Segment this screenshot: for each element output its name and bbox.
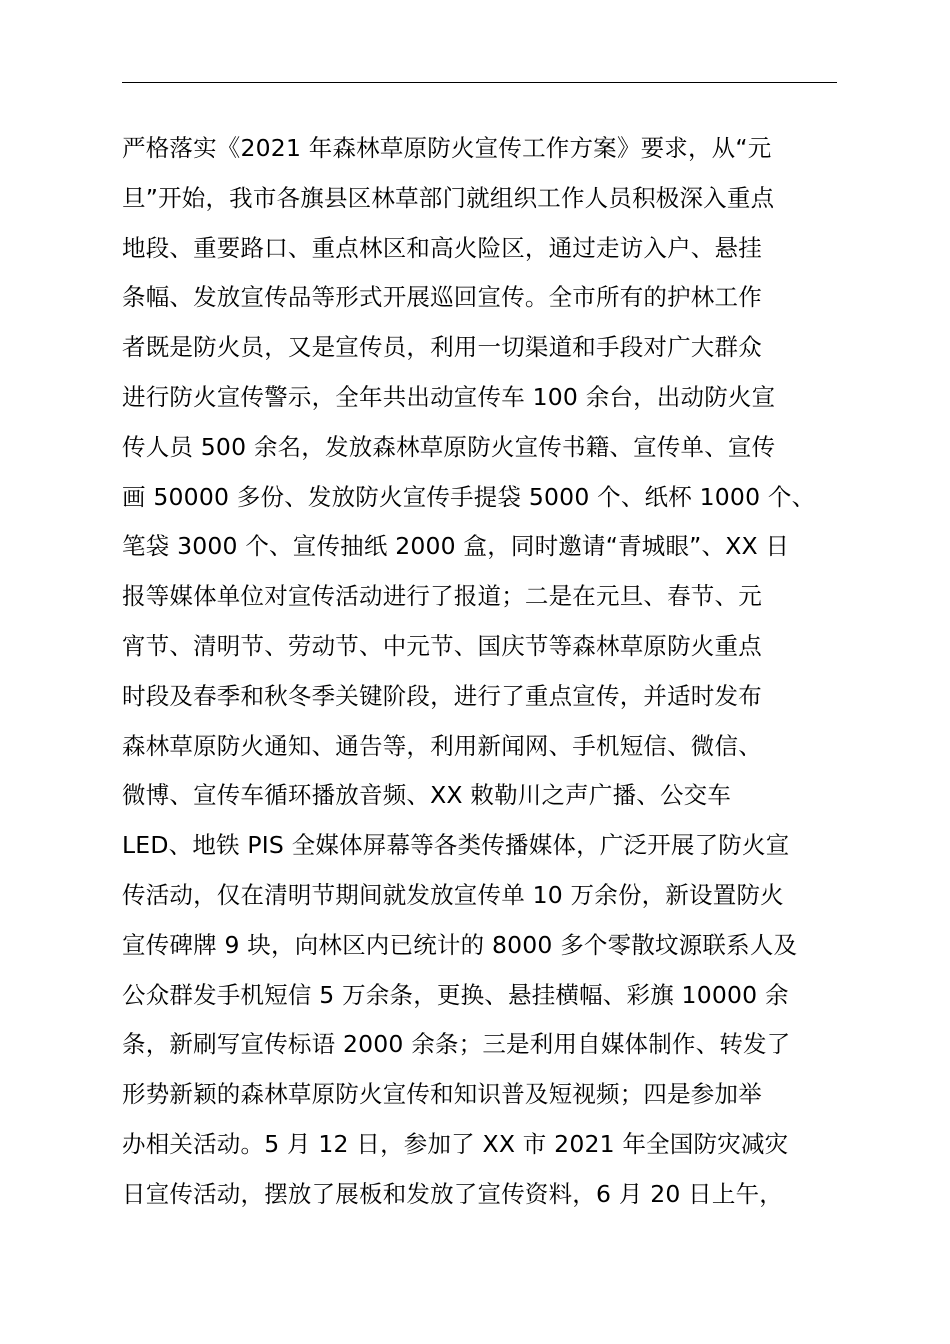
text-line: 严格落实《2021 年森林草原防火宣传工作方案》要求，从“元 bbox=[122, 134, 772, 162]
text-line: 微博、宣传车循环播放音频、XX 敕勒川之声广播、公交车 bbox=[122, 781, 732, 810]
text-line: 地段、重要路口、重点林区和高火险区，通过走访入户、悬挂 bbox=[122, 233, 762, 262]
text-line: 传活动，仅在清明节期间就发放宣传单 10 万余份，新设置防火 bbox=[122, 880, 784, 909]
text-line: 传人员 500 余名，发放森林草原防火宣传书籍、宣传单、宣传 bbox=[122, 432, 776, 461]
text-line: 宵节、清明节、劳动节、中元节、国庆节等森林草原防火重点 bbox=[122, 631, 762, 660]
text-line: 者既是防火员，又是宣传员，利用一切渠道和手段对广大群众 bbox=[122, 333, 762, 362]
text-line: 进行防火宣传警示，全年共出动宣传车 100 余台，出动防火宣 bbox=[122, 382, 776, 411]
body-paragraph bbox=[122, 124, 862, 1220]
text-line: 条幅、发放宣传品等形式开展巡回宣传。全市所有的护林工作 bbox=[122, 283, 762, 312]
text-line: 宣传碑牌 9 块，向林区内已统计的 8000 多个零散坟源联系人及 bbox=[122, 930, 798, 959]
text-line: 条，新刷写宣传标语 2000 余条；三是利用自媒体制作、转发了 bbox=[122, 1030, 791, 1059]
text-line: 时段及春季和秋冬季关键阶段，进行了重点宣传，并适时发布 bbox=[122, 681, 762, 710]
header-rule bbox=[122, 82, 837, 83]
text-line: 画 50000 多份、发放防火宣传手提袋 5000 个、纸杯 1000 个、 bbox=[122, 482, 816, 511]
text-line: 办相关活动。5 月 12 日，参加了 XX 市 2021 年全国防灾减灾 bbox=[122, 1129, 789, 1158]
text-line: 旦”开始，我市各旗县区林草部门就组织工作人员积极深入重点 bbox=[122, 183, 775, 212]
text-line: 形势新颖的森林草原防火宣传和知识普及短视频；四是参加举 bbox=[122, 1080, 762, 1109]
text-line: 日宣传活动，摆放了展板和发放了宣传资料，6 月 20 日上午， bbox=[122, 1179, 783, 1208]
text-line: 笔袋 3000 个、宣传抽纸 2000 盒，同时邀请“青城眼”、XX 日 bbox=[122, 532, 790, 561]
text-line: LED、地铁 PIS 全媒体屏幕等各类传播媒体，广泛开展了防火宣 bbox=[122, 831, 790, 860]
text-line: 森林草原防火通知、通告等，利用新闻网、手机短信、微信、 bbox=[122, 731, 762, 760]
text-line: 报等媒体单位对宣传活动进行了报道；二是在元旦、春节、元 bbox=[122, 582, 762, 611]
text-line: 公众群发手机短信 5 万余条，更换、悬挂横幅、彩旗 10000 余 bbox=[122, 980, 789, 1009]
